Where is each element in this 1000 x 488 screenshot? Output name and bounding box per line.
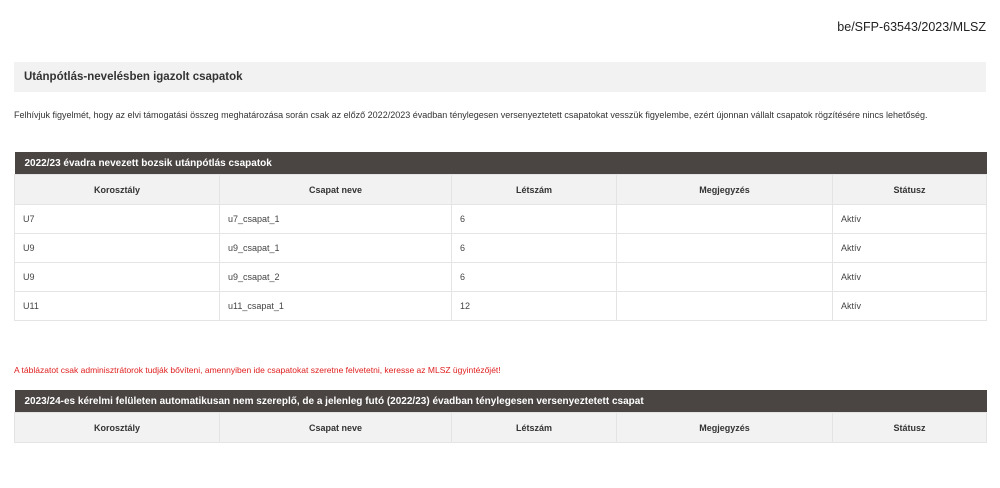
headcount-cell: 6 — [452, 234, 617, 263]
status-cell: Aktív — [833, 205, 987, 234]
status-cell: Aktív — [833, 263, 987, 292]
note-cell — [617, 234, 833, 263]
status-cell: Aktív — [833, 234, 987, 263]
table-title: 2023/24-es kérelmi felületen automatikusan nem szereplő, de a jelenleg futó (2022/23) évadban ténylegesen versenyeztetett csapat — [15, 390, 987, 413]
team-name-cell: u7_csapat_1 — [220, 205, 452, 234]
table-row — [15, 263, 987, 292]
age-group-cell: U9 — [15, 263, 220, 292]
column-header-team-name: Csapat neve — [220, 413, 452, 443]
team-name-cell: u9_csapat_2 — [220, 263, 452, 292]
headcount-cell: 12 — [452, 292, 617, 321]
reference-number: be/SFP-63543/2023/MLSZ — [837, 20, 986, 34]
admin-warning: A táblázatot csak adminisztrátorok tudják bővíteni, amennyiben ide csapatokat szeretne felvetetni, keresse az MLSZ ügyintézőjét! — [14, 365, 501, 375]
column-header-status: Státusz — [833, 175, 987, 205]
team-name-cell: u11_csapat_1 — [220, 292, 452, 321]
team-name-cell: u9_csapat_1 — [220, 234, 452, 263]
note-cell — [617, 205, 833, 234]
table-row — [15, 205, 987, 234]
status-cell: Aktív — [833, 292, 987, 321]
note-cell — [617, 263, 833, 292]
column-header-note: Megjegyzés — [617, 413, 833, 443]
column-header-team-name: Csapat neve — [220, 175, 452, 205]
note-cell — [617, 292, 833, 321]
notice-text: Felhívjuk figyelmét, hogy az elvi támogatási összeg meghatározása során csak az előző 2022/2023 évadban ténylegesen versenyeztetett csapatokat vesszük figyelembe, ezért újonnan vállalt csapatok rögzítésére nincs lehetőség. — [14, 110, 928, 120]
age-group-cell: U7 — [15, 205, 220, 234]
registered-teams-table — [14, 152, 987, 321]
headcount-cell: 6 — [452, 205, 617, 234]
column-header-age-group: Korosztály — [15, 175, 220, 205]
age-group-cell: U11 — [15, 292, 220, 321]
section-title: Utánpótlás-nevelésben igazolt csapatok — [14, 62, 986, 92]
column-header-status: Státusz — [833, 413, 987, 443]
column-header-note: Megjegyzés — [617, 175, 833, 205]
table-row — [15, 234, 987, 263]
table-title: 2022/23 évadra nevezett bozsik utánpótlás csapatok — [15, 152, 987, 175]
headcount-cell: 6 — [452, 263, 617, 292]
table-row — [15, 292, 987, 321]
age-group-cell: U9 — [15, 234, 220, 263]
column-header-headcount: Létszám — [452, 175, 617, 205]
column-header-headcount: Létszám — [452, 413, 617, 443]
column-header-age-group: Korosztály — [15, 413, 220, 443]
unlisted-teams-table — [14, 390, 987, 443]
